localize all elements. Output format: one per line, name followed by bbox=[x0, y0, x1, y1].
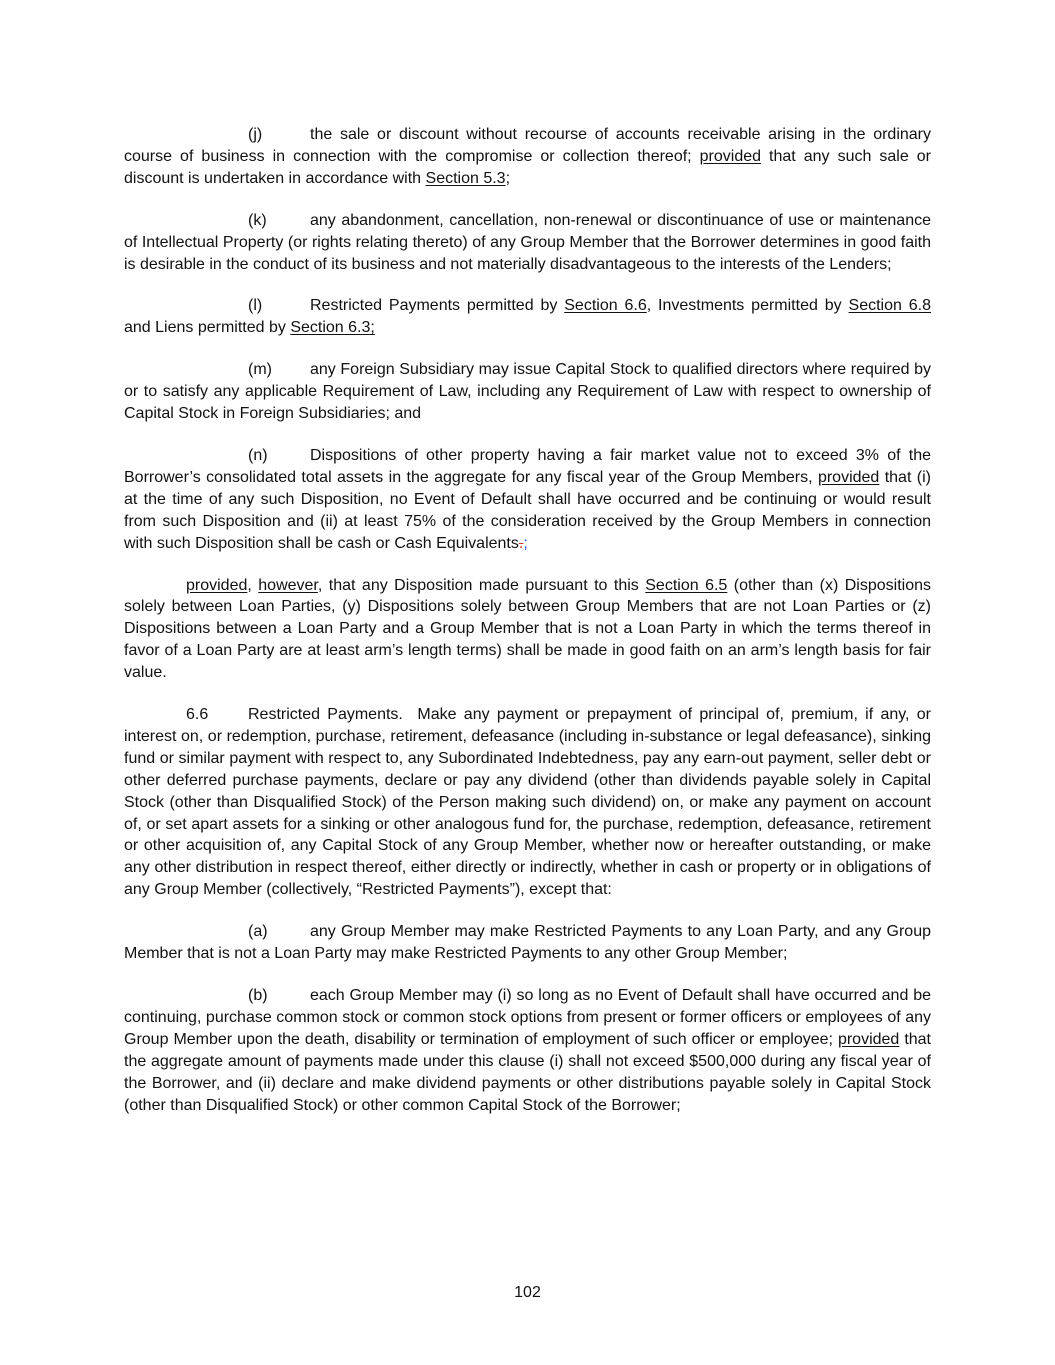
clause-n: (n) Dispositions of other property having a fair market value not to exceed 3% of the Borrower’s consolidated total assets in the aggregate for any fiscal year of the Group Members, provided that (i) at the time of any such Disposition, no Event of Default shall have occurred and be continuing or would result from such Disposition and (ii) at least 75% of the consideration received by the Group Members in connection with such Disposition shall be cash or Cash Equivalents.; bbox=[124, 446, 931, 552]
section-number: 6.6 bbox=[186, 706, 209, 724]
defined-term: provided bbox=[699, 147, 762, 165]
clause-label: (k) bbox=[248, 211, 267, 229]
defined-term: provided bbox=[186, 576, 248, 594]
page-number: 102 bbox=[514, 1284, 541, 1301]
document-body bbox=[124, 124, 931, 1136]
clause-label: (m) bbox=[248, 361, 272, 379]
clause-label: (l) bbox=[248, 297, 263, 315]
clause-label: (n) bbox=[248, 446, 268, 464]
clause-m: (m) any Foreign Subsidiary may issue Capital Stock to qualified directors where required by or to satisfy any applicable Requirement of Law, including any Requirement of Law with respect to ownership of Capital Stock in Foreign Subsidiaries; and bbox=[124, 361, 931, 423]
clause-b: (b) each Group Member may (i) so long as no Event of Default shall have occurred and be continuing, purchase common stock or common stock options from present or former officers or employees of any Group Member upon the death, disability or termination of employment of such officer or employee; provided that the aggregate amount of payments made under this clause (i) shall not exceed $500,000 during any fiscal year of the Borrower, and (ii) declare and make dividend payments or other distributions payable solely in Capital Stock (other than Disqualified Stock) or other common Capital Stock of the Borrower; bbox=[124, 987, 932, 1114]
tracked-insertion: ; bbox=[523, 534, 528, 552]
section-reference: Section 6.6 bbox=[564, 297, 647, 315]
section-reference: Section 6.3; bbox=[290, 319, 375, 337]
clause-a: (a) any Group Member may make Restricted Payments to any Loan Party, and any Group Member that is not a Loan Party may make Restricted Payments to any other Group Member; bbox=[124, 923, 931, 963]
tracked-deletion: . bbox=[518, 534, 524, 552]
clause-label: (b) bbox=[248, 987, 268, 1004]
defined-term: provided bbox=[837, 1030, 900, 1048]
clause-label: (j) bbox=[248, 126, 263, 143]
clause-l: (l) Restricted Payments permitted by Section 6.6, Investments permitted by Section 6.8 and Liens permitted by Section 6.3; bbox=[124, 297, 931, 337]
clause-label: (a) bbox=[248, 923, 268, 941]
proviso: provided, however, that any Disposition made pursuant to this Section 6.5 (other than (x) Dispositions solely between Loan Parties, (y) Dispositions solely between Group Members that are not Loan Parties or (z) Dispositions between a Loan Party and a Group Member that is not a Loan Party in which the terms thereof in favor of a Loan Party are at least arm’s length terms) shall be made in good faith on an arm’s length basis for fair value. bbox=[124, 576, 932, 682]
section-reference: Section 6.5 bbox=[645, 576, 728, 594]
clause-k: (k) any abandonment, cancellation, non-renewal or discontinuance of use or maintenance of Intellectual Property (or rights relating thereto) of any Group Member that the Borrower determines in good faith is desirable in the conduct of its business and not materially disadvantageous to the interests of the Lenders; bbox=[124, 211, 931, 273]
defined-term: however bbox=[258, 576, 318, 594]
section-reference: Section 6.8 bbox=[848, 297, 931, 315]
clause-j: (j) the sale or discount without recourse of accounts receivable arising in the ordinary course of business in connection with the compromise or collection thereof; provided that any such sale or discount is undertaken in accordance with Section 5.3; bbox=[124, 126, 931, 187]
defined-term: provided bbox=[817, 468, 880, 486]
section-reference: Section 5.3 bbox=[425, 169, 506, 187]
section-heading: Restricted Payments. bbox=[248, 706, 403, 724]
section-6-6: 6.6 Restricted Payments. Make any payment or prepayment of principal of, premium, if any, or interest on, or redemption, purchase, retirement, defeasance (including in-substance or legal defeasance), sinking fund or similar payment with respect to, any Subordinated Indebtedness, pay any earn-out payment, seller debt or other deferred purchase payments, declare or pay any dividend (other than dividends payable solely in Capital Stock (other than Disqualified Stock) of the Person making such dividend) on, or make any payment on account of, or set apart assets for a sinking or other analogous fund for, the purchase, redemption, defeasance, retirement or other acquisition of, any Capital Stock of any Group Member, whether now or hereafter outstanding, or make any other distribution in respect thereof, either directly or indirectly, whether in cash or property or in obligations of any Group Member (collectively, “Restricted Payments”), except that: bbox=[124, 706, 931, 899]
